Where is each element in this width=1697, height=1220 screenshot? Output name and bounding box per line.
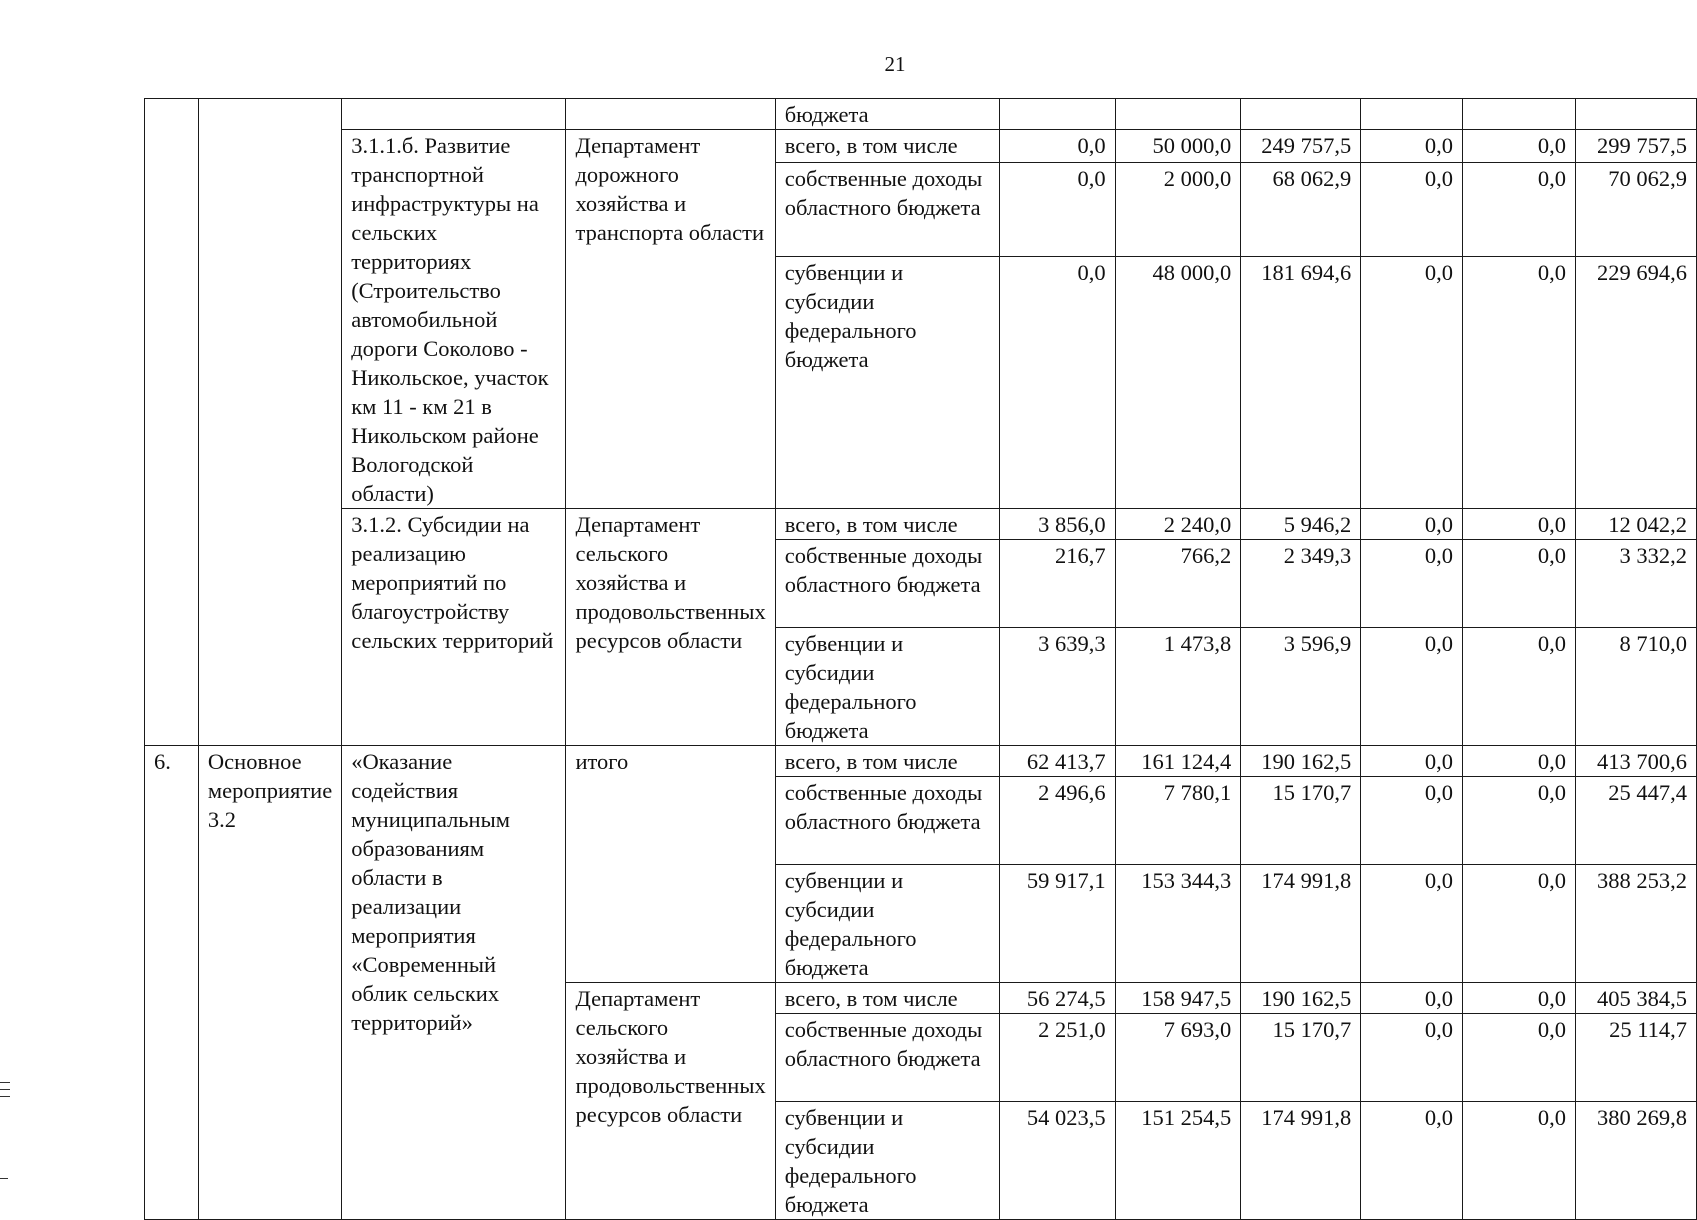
value-cell: 0,0 (1462, 865, 1575, 983)
value-cell: 25 114,7 (1576, 1014, 1697, 1102)
executor-cell (566, 99, 775, 130)
value-cell (1462, 99, 1575, 130)
value-cell: 56 274,5 (1000, 983, 1115, 1014)
source-cell: всего, в том числе (775, 746, 1000, 777)
value-cell: 0,0 (1000, 130, 1115, 163)
value-cell: 413 700,6 (1576, 746, 1697, 777)
value-cell: 0,0 (1000, 163, 1115, 257)
source-cell: всего, в том числе (775, 509, 1000, 540)
value-cell: 0,0 (1361, 509, 1463, 540)
value-cell: 59 917,1 (1000, 865, 1115, 983)
value-cell: 0,0 (1361, 257, 1463, 509)
value-cell: 3 332,2 (1576, 540, 1697, 628)
value-cell: 0,0 (1462, 746, 1575, 777)
executor-cell: Департамент дорожного хозяйства и транспорта области (566, 130, 775, 509)
value-cell: 0,0 (1462, 1102, 1575, 1220)
value-cell: 174 991,8 (1241, 865, 1361, 983)
value-cell: 0,0 (1361, 746, 1463, 777)
source-cell: собственные доходы областного бюджета (775, 163, 1000, 257)
value-cell: 190 162,5 (1241, 746, 1361, 777)
value-cell: 0,0 (1462, 130, 1575, 163)
value-cell: 0,0 (1462, 540, 1575, 628)
value-cell: 0,0 (1361, 777, 1463, 865)
row-number-cell (145, 99, 199, 746)
table-row (145, 99, 1697, 130)
source-cell: субвенции и субсидии федерального бюджета (775, 865, 1000, 983)
value-cell: 380 269,8 (1576, 1102, 1697, 1220)
table-row (145, 746, 1697, 777)
value-cell: 190 162,5 (1241, 983, 1361, 1014)
page-number: 21 (884, 52, 906, 76)
value-cell: 153 344,3 (1115, 865, 1241, 983)
scan-edge-mark (0, 1178, 8, 1179)
source-cell: бюджета (775, 99, 1000, 130)
table-row (145, 130, 1697, 163)
value-cell: 3 596,9 (1241, 628, 1361, 746)
source-cell: субвенции и субсидии федерального бюджета (775, 1102, 1000, 1220)
event-type-cell: Основное мероприятие 3.2 (198, 746, 341, 1220)
value-cell: 8 710,0 (1576, 628, 1697, 746)
measure-cell: 3.1.2. Субсидии на реализацию мероприятий по благоустройству сельских территорий (342, 509, 566, 746)
source-cell: субвенции и субсидии федерального бюджета (775, 257, 1000, 509)
value-cell: 70 062,9 (1576, 163, 1697, 257)
value-cell: 2 496,6 (1000, 777, 1115, 865)
value-cell: 0,0 (1361, 1102, 1463, 1220)
executor-cell: Департамент сельского хозяйства и продовольственных ресурсов области (566, 983, 775, 1220)
value-cell: 216,7 (1000, 540, 1115, 628)
executor-cell: Департамент сельского хозяйства и продовольственных ресурсов области (566, 509, 775, 746)
value-cell (1241, 99, 1361, 130)
value-cell: 174 991,8 (1241, 1102, 1361, 1220)
value-cell: 2 000,0 (1115, 163, 1241, 257)
source-cell: собственные доходы областного бюджета (775, 540, 1000, 628)
value-cell (1115, 99, 1241, 130)
value-cell (1361, 99, 1463, 130)
value-cell: 181 694,6 (1241, 257, 1361, 509)
value-cell: 7 780,1 (1115, 777, 1241, 865)
value-cell: 62 413,7 (1000, 746, 1115, 777)
measure-cell: 3.1.1.б. Развитие транспортной инфраструктуры на сельских территориях (Строительство автомобильной дороги Соколово - Никольское, участок км 11 - км 21 в Никольском районе Вологодской области) (342, 130, 566, 509)
source-cell: собственные доходы областного бюджета (775, 1014, 1000, 1102)
value-cell: 50 000,0 (1115, 130, 1241, 163)
value-cell: 3 639,3 (1000, 628, 1115, 746)
scan-edge-mark (0, 1082, 10, 1083)
value-cell: 0,0 (1361, 628, 1463, 746)
value-cell: 15 170,7 (1241, 1014, 1361, 1102)
value-cell: 0,0 (1462, 257, 1575, 509)
value-cell: 0,0 (1462, 163, 1575, 257)
source-cell: всего, в том числе (775, 983, 1000, 1014)
value-cell: 1 473,8 (1115, 628, 1241, 746)
value-cell: 249 757,5 (1241, 130, 1361, 163)
value-cell: 2 251,0 (1000, 1014, 1115, 1102)
value-cell: 151 254,5 (1115, 1102, 1241, 1220)
source-cell: всего, в том числе (775, 130, 1000, 163)
measure-cell (342, 99, 566, 130)
value-cell: 48 000,0 (1115, 257, 1241, 509)
value-cell: 5 946,2 (1241, 509, 1361, 540)
table-row (145, 509, 1697, 540)
value-cell: 2 240,0 (1115, 509, 1241, 540)
scan-edge-mark (0, 1096, 10, 1097)
value-cell: 25 447,4 (1576, 777, 1697, 865)
value-cell: 0,0 (1462, 983, 1575, 1014)
value-cell: 0,0 (1361, 130, 1463, 163)
value-cell: 0,0 (1462, 509, 1575, 540)
scan-edge-mark (0, 1089, 10, 1090)
value-cell (1576, 99, 1697, 130)
value-cell: 0,0 (1462, 777, 1575, 865)
value-cell: 0,0 (1462, 1014, 1575, 1102)
budget-table (144, 98, 1697, 1220)
value-cell: 0,0 (1462, 628, 1575, 746)
value-cell: 2 349,3 (1241, 540, 1361, 628)
value-cell: 7 693,0 (1115, 1014, 1241, 1102)
value-cell: 0,0 (1361, 163, 1463, 257)
value-cell: 0,0 (1361, 983, 1463, 1014)
value-cell: 299 757,5 (1576, 130, 1697, 163)
value-cell (1000, 99, 1115, 130)
source-cell: субвенции и субсидии федерального бюджета (775, 628, 1000, 746)
value-cell: 766,2 (1115, 540, 1241, 628)
value-cell: 161 124,4 (1115, 746, 1241, 777)
value-cell: 54 023,5 (1000, 1102, 1115, 1220)
value-cell: 388 253,2 (1576, 865, 1697, 983)
value-cell: 15 170,7 (1241, 777, 1361, 865)
value-cell: 0,0 (1361, 540, 1463, 628)
value-cell: 229 694,6 (1576, 257, 1697, 509)
source-cell: собственные доходы областного бюджета (775, 777, 1000, 865)
value-cell: 0,0 (1361, 1014, 1463, 1102)
event-type-cell (198, 99, 341, 746)
value-cell: 405 384,5 (1576, 983, 1697, 1014)
executor-cell: итого (566, 746, 775, 983)
row-number-cell: 6. (145, 746, 199, 1220)
value-cell: 158 947,5 (1115, 983, 1241, 1014)
value-cell: 68 062,9 (1241, 163, 1361, 257)
value-cell: 0,0 (1361, 865, 1463, 983)
value-cell: 12 042,2 (1576, 509, 1697, 540)
measure-cell: «Оказание содействия муниципальным образованиям области в реализации мероприятия «Современный облик сельских территорий» (342, 746, 566, 1220)
value-cell: 0,0 (1000, 257, 1115, 509)
value-cell: 3 856,0 (1000, 509, 1115, 540)
